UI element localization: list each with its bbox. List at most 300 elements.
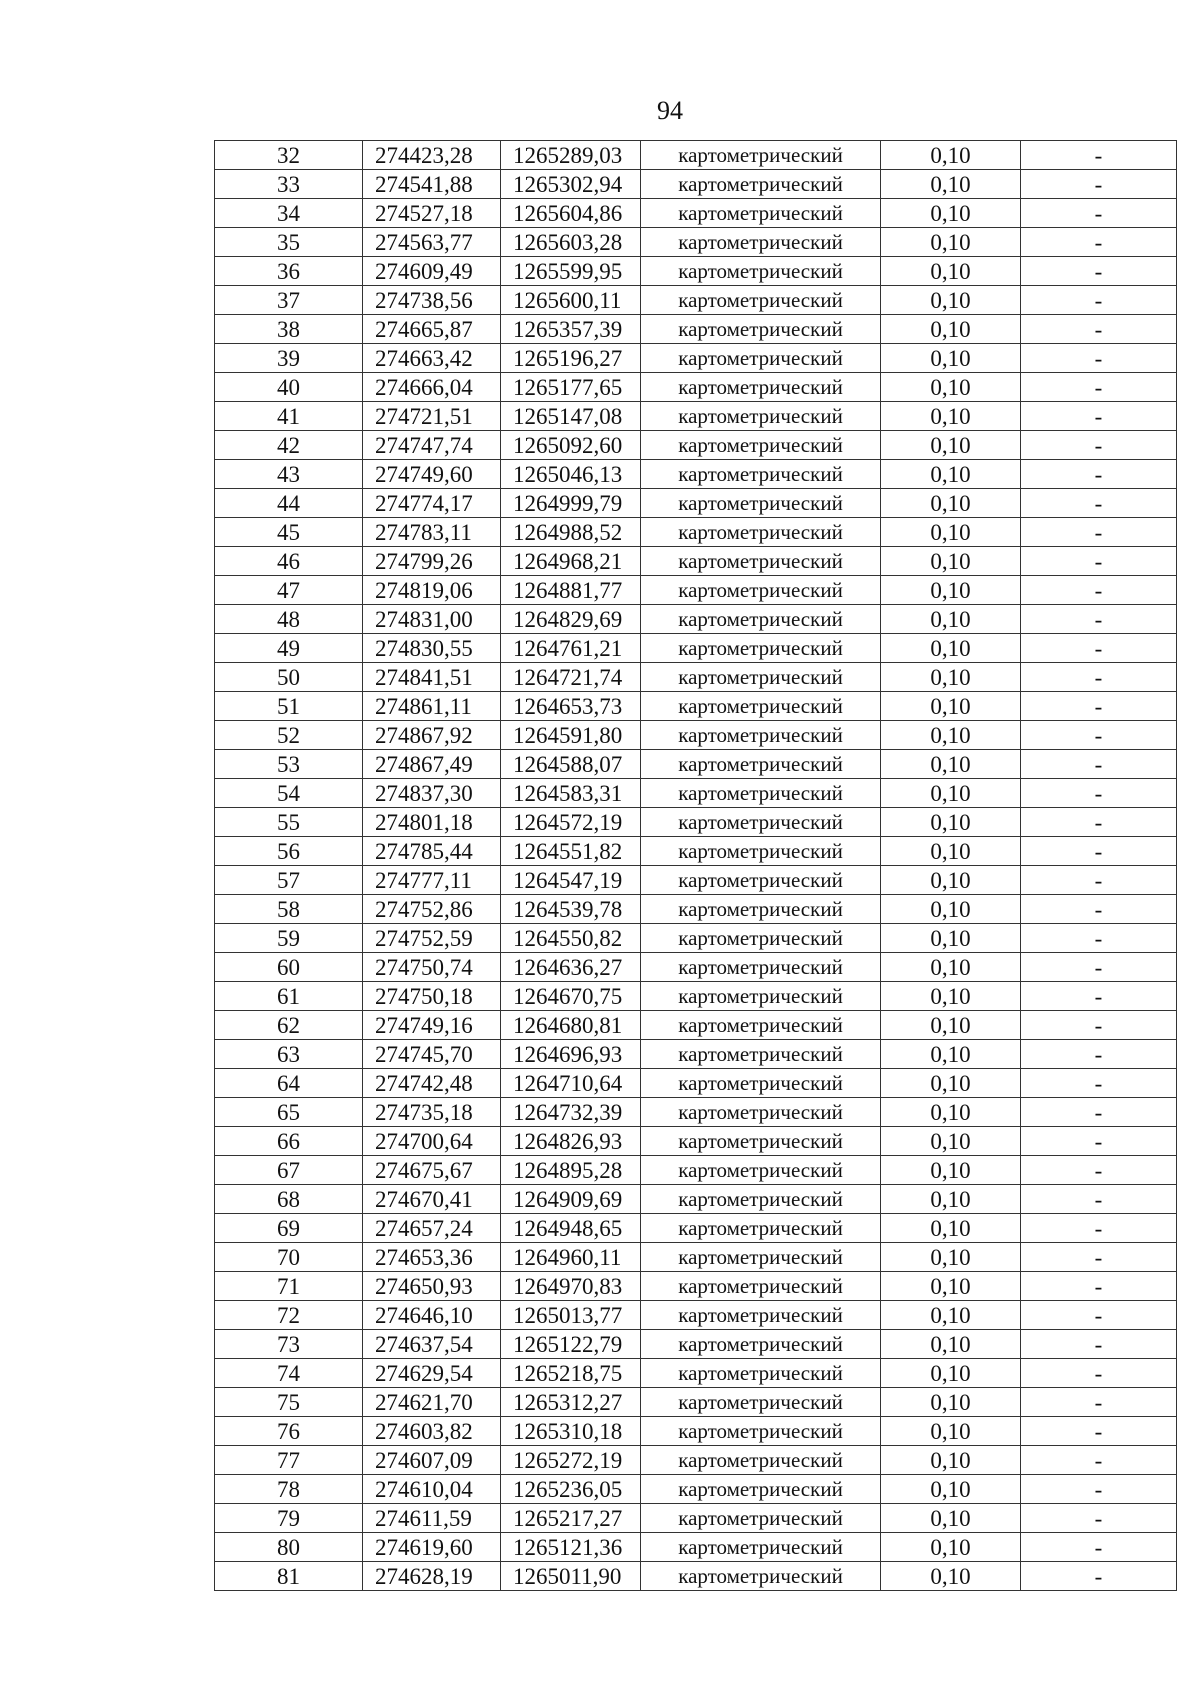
note-cell: - — [1021, 953, 1177, 982]
y-coordinate-cell: 1265121,36 — [501, 1533, 641, 1562]
note-cell: - — [1021, 663, 1177, 692]
table-row — [215, 489, 1177, 518]
y-coordinate-cell: 1264960,11 — [501, 1243, 641, 1272]
note-cell: - — [1021, 286, 1177, 315]
note-cell: - — [1021, 1446, 1177, 1475]
y-coordinate-cell: 1264761,21 — [501, 634, 641, 663]
accuracy-cell: 0,10 — [881, 315, 1021, 344]
accuracy-cell: 0,10 — [881, 1504, 1021, 1533]
note-cell: - — [1021, 750, 1177, 779]
y-coordinate-cell: 1265302,94 — [501, 170, 641, 199]
x-coordinate-cell: 274721,51 — [363, 402, 501, 431]
y-coordinate-cell: 1265046,13 — [501, 460, 641, 489]
point-number-cell: 44 — [215, 489, 363, 518]
accuracy-cell: 0,10 — [881, 257, 1021, 286]
accuracy-cell: 0,10 — [881, 1533, 1021, 1562]
method-cell: картометрический — [641, 228, 881, 257]
note-cell: - — [1021, 344, 1177, 373]
y-coordinate-cell: 1264696,93 — [501, 1040, 641, 1069]
accuracy-cell: 0,10 — [881, 1011, 1021, 1040]
note-cell: - — [1021, 1011, 1177, 1040]
note-cell: - — [1021, 1475, 1177, 1504]
y-coordinate-cell: 1264999,79 — [501, 489, 641, 518]
point-number-cell: 49 — [215, 634, 363, 663]
x-coordinate-cell: 274799,26 — [363, 547, 501, 576]
y-coordinate-cell: 1265122,79 — [501, 1330, 641, 1359]
note-cell: - — [1021, 837, 1177, 866]
method-cell: картометрический — [641, 1330, 881, 1359]
point-number-cell: 71 — [215, 1272, 363, 1301]
point-number-cell: 40 — [215, 373, 363, 402]
accuracy-cell: 0,10 — [881, 866, 1021, 895]
x-coordinate-cell: 274742,48 — [363, 1069, 501, 1098]
accuracy-cell: 0,10 — [881, 605, 1021, 634]
x-coordinate-cell: 274637,54 — [363, 1330, 501, 1359]
point-number-cell: 78 — [215, 1475, 363, 1504]
table-row — [215, 141, 1177, 170]
method-cell: картометрический — [641, 721, 881, 750]
x-coordinate-cell: 274610,04 — [363, 1475, 501, 1504]
accuracy-cell: 0,10 — [881, 837, 1021, 866]
x-coordinate-cell: 274670,41 — [363, 1185, 501, 1214]
note-cell: - — [1021, 692, 1177, 721]
point-number-cell: 69 — [215, 1214, 363, 1243]
note-cell: - — [1021, 257, 1177, 286]
method-cell: картометрический — [641, 257, 881, 286]
table-row — [215, 1359, 1177, 1388]
point-number-cell: 74 — [215, 1359, 363, 1388]
x-coordinate-cell: 274750,18 — [363, 982, 501, 1011]
accuracy-cell: 0,10 — [881, 1446, 1021, 1475]
x-coordinate-cell: 274830,55 — [363, 634, 501, 663]
x-coordinate-cell: 274831,00 — [363, 605, 501, 634]
y-coordinate-cell: 1264710,64 — [501, 1069, 641, 1098]
y-coordinate-cell: 1265310,18 — [501, 1417, 641, 1446]
table-row — [215, 1069, 1177, 1098]
y-coordinate-cell: 1264826,93 — [501, 1127, 641, 1156]
accuracy-cell: 0,10 — [881, 1156, 1021, 1185]
y-coordinate-cell: 1265177,65 — [501, 373, 641, 402]
note-cell: - — [1021, 866, 1177, 895]
y-coordinate-cell: 1264583,31 — [501, 779, 641, 808]
accuracy-cell: 0,10 — [881, 1040, 1021, 1069]
method-cell: картометрический — [641, 663, 881, 692]
point-number-cell: 36 — [215, 257, 363, 286]
note-cell: - — [1021, 1156, 1177, 1185]
method-cell: картометрический — [641, 344, 881, 373]
table-row — [215, 1243, 1177, 1272]
x-coordinate-cell: 274752,59 — [363, 924, 501, 953]
note-cell: - — [1021, 634, 1177, 663]
note-cell: - — [1021, 576, 1177, 605]
table-row — [215, 605, 1177, 634]
method-cell: картометрический — [641, 373, 881, 402]
table-row — [215, 373, 1177, 402]
table-row — [215, 1156, 1177, 1185]
table-row — [215, 634, 1177, 663]
point-number-cell: 39 — [215, 344, 363, 373]
x-coordinate-cell: 274700,64 — [363, 1127, 501, 1156]
table-row — [215, 1127, 1177, 1156]
accuracy-cell: 0,10 — [881, 1562, 1021, 1591]
table-row — [215, 286, 1177, 315]
accuracy-cell: 0,10 — [881, 1243, 1021, 1272]
note-cell: - — [1021, 199, 1177, 228]
x-coordinate-cell: 274841,51 — [363, 663, 501, 692]
method-cell: картометрический — [641, 1011, 881, 1040]
table-row — [215, 1533, 1177, 1562]
y-coordinate-cell: 1264636,27 — [501, 953, 641, 982]
x-coordinate-cell: 274738,56 — [363, 286, 501, 315]
x-coordinate-cell: 274747,74 — [363, 431, 501, 460]
table-row — [215, 1301, 1177, 1330]
method-cell: картометрический — [641, 866, 881, 895]
accuracy-cell: 0,10 — [881, 663, 1021, 692]
table-row — [215, 692, 1177, 721]
note-cell: - — [1021, 1562, 1177, 1591]
accuracy-cell: 0,10 — [881, 402, 1021, 431]
note-cell: - — [1021, 1533, 1177, 1562]
x-coordinate-cell: 274861,11 — [363, 692, 501, 721]
x-coordinate-cell: 274819,06 — [363, 576, 501, 605]
x-coordinate-cell: 274867,49 — [363, 750, 501, 779]
accuracy-cell: 0,10 — [881, 431, 1021, 460]
y-coordinate-cell: 1264948,65 — [501, 1214, 641, 1243]
accuracy-cell: 0,10 — [881, 1359, 1021, 1388]
note-cell: - — [1021, 779, 1177, 808]
accuracy-cell: 0,10 — [881, 1069, 1021, 1098]
y-coordinate-cell: 1265312,27 — [501, 1388, 641, 1417]
x-coordinate-cell: 274423,28 — [363, 141, 501, 170]
point-number-cell: 80 — [215, 1533, 363, 1562]
point-number-cell: 79 — [215, 1504, 363, 1533]
x-coordinate-cell: 274777,11 — [363, 866, 501, 895]
x-coordinate-cell: 274752,86 — [363, 895, 501, 924]
accuracy-cell: 0,10 — [881, 634, 1021, 663]
accuracy-cell: 0,10 — [881, 518, 1021, 547]
table-row — [215, 1098, 1177, 1127]
table-row — [215, 170, 1177, 199]
accuracy-cell: 0,10 — [881, 1330, 1021, 1359]
method-cell: картометрический — [641, 286, 881, 315]
point-number-cell: 47 — [215, 576, 363, 605]
note-cell: - — [1021, 518, 1177, 547]
point-number-cell: 59 — [215, 924, 363, 953]
y-coordinate-cell: 1265604,86 — [501, 199, 641, 228]
method-cell: картометрический — [641, 1272, 881, 1301]
y-coordinate-cell: 1264909,69 — [501, 1185, 641, 1214]
x-coordinate-cell: 274837,30 — [363, 779, 501, 808]
coordinates-table — [214, 140, 1177, 1591]
accuracy-cell: 0,10 — [881, 286, 1021, 315]
y-coordinate-cell: 1264970,83 — [501, 1272, 641, 1301]
accuracy-cell: 0,10 — [881, 373, 1021, 402]
accuracy-cell: 0,10 — [881, 692, 1021, 721]
method-cell: картометрический — [641, 1417, 881, 1446]
method-cell: картометрический — [641, 141, 881, 170]
method-cell: картометрический — [641, 779, 881, 808]
table-row — [215, 837, 1177, 866]
note-cell: - — [1021, 547, 1177, 576]
x-coordinate-cell: 274607,09 — [363, 1446, 501, 1475]
table-row — [215, 1011, 1177, 1040]
note-cell: - — [1021, 228, 1177, 257]
method-cell: картометрический — [641, 1301, 881, 1330]
y-coordinate-cell: 1264591,80 — [501, 721, 641, 750]
point-number-cell: 51 — [215, 692, 363, 721]
table-row — [215, 576, 1177, 605]
y-coordinate-cell: 1265357,39 — [501, 315, 641, 344]
point-number-cell: 64 — [215, 1069, 363, 1098]
method-cell: картометрический — [641, 460, 881, 489]
note-cell: - — [1021, 1214, 1177, 1243]
accuracy-cell: 0,10 — [881, 750, 1021, 779]
note-cell: - — [1021, 605, 1177, 634]
note-cell: - — [1021, 460, 1177, 489]
x-coordinate-cell: 274653,36 — [363, 1243, 501, 1272]
note-cell: - — [1021, 1272, 1177, 1301]
x-coordinate-cell: 274663,42 — [363, 344, 501, 373]
point-number-cell: 67 — [215, 1156, 363, 1185]
x-coordinate-cell: 274666,04 — [363, 373, 501, 402]
x-coordinate-cell: 274527,18 — [363, 199, 501, 228]
point-number-cell: 81 — [215, 1562, 363, 1591]
y-coordinate-cell: 1265599,95 — [501, 257, 641, 286]
point-number-cell: 55 — [215, 808, 363, 837]
table-row — [215, 866, 1177, 895]
note-cell: - — [1021, 808, 1177, 837]
method-cell: картометрический — [641, 605, 881, 634]
x-coordinate-cell: 274783,11 — [363, 518, 501, 547]
point-number-cell: 52 — [215, 721, 363, 750]
table-row — [215, 1214, 1177, 1243]
note-cell: - — [1021, 1185, 1177, 1214]
y-coordinate-cell: 1264653,73 — [501, 692, 641, 721]
point-number-cell: 54 — [215, 779, 363, 808]
method-cell: картометрический — [641, 634, 881, 663]
point-number-cell: 48 — [215, 605, 363, 634]
y-coordinate-cell: 1264539,78 — [501, 895, 641, 924]
table-row — [215, 344, 1177, 373]
note-cell: - — [1021, 315, 1177, 344]
method-cell: картометрический — [641, 489, 881, 518]
x-coordinate-cell: 274621,70 — [363, 1388, 501, 1417]
point-number-cell: 61 — [215, 982, 363, 1011]
y-coordinate-cell: 1264732,39 — [501, 1098, 641, 1127]
y-coordinate-cell: 1264968,21 — [501, 547, 641, 576]
point-number-cell: 76 — [215, 1417, 363, 1446]
x-coordinate-cell: 274611,59 — [363, 1504, 501, 1533]
table-row — [215, 663, 1177, 692]
point-number-cell: 72 — [215, 1301, 363, 1330]
point-number-cell: 75 — [215, 1388, 363, 1417]
y-coordinate-cell: 1265600,11 — [501, 286, 641, 315]
note-cell: - — [1021, 1127, 1177, 1156]
note-cell: - — [1021, 489, 1177, 518]
y-coordinate-cell: 1265013,77 — [501, 1301, 641, 1330]
accuracy-cell: 0,10 — [881, 924, 1021, 953]
y-coordinate-cell: 1264551,82 — [501, 837, 641, 866]
point-number-cell: 32 — [215, 141, 363, 170]
table-row — [215, 1446, 1177, 1475]
method-cell: картометрический — [641, 808, 881, 837]
method-cell: картометрический — [641, 1185, 881, 1214]
x-coordinate-cell: 274646,10 — [363, 1301, 501, 1330]
method-cell: картометрический — [641, 924, 881, 953]
note-cell: - — [1021, 1330, 1177, 1359]
method-cell: картометрический — [641, 1098, 881, 1127]
accuracy-cell: 0,10 — [881, 895, 1021, 924]
point-number-cell: 56 — [215, 837, 363, 866]
x-coordinate-cell: 274867,92 — [363, 721, 501, 750]
y-coordinate-cell: 1264588,07 — [501, 750, 641, 779]
method-cell: картометрический — [641, 1069, 881, 1098]
accuracy-cell: 0,10 — [881, 1185, 1021, 1214]
note-cell: - — [1021, 431, 1177, 460]
y-coordinate-cell: 1265236,05 — [501, 1475, 641, 1504]
method-cell: картометрический — [641, 1533, 881, 1562]
table-row — [215, 982, 1177, 1011]
method-cell: картометрический — [641, 1475, 881, 1504]
table-row — [215, 547, 1177, 576]
table-row — [215, 1388, 1177, 1417]
point-number-cell: 65 — [215, 1098, 363, 1127]
table-row — [215, 518, 1177, 547]
accuracy-cell: 0,10 — [881, 576, 1021, 605]
method-cell: картометрический — [641, 431, 881, 460]
method-cell: картометрический — [641, 692, 881, 721]
point-number-cell: 73 — [215, 1330, 363, 1359]
accuracy-cell: 0,10 — [881, 808, 1021, 837]
point-number-cell: 63 — [215, 1040, 363, 1069]
point-number-cell: 66 — [215, 1127, 363, 1156]
note-cell: - — [1021, 170, 1177, 199]
x-coordinate-cell: 274735,18 — [363, 1098, 501, 1127]
accuracy-cell: 0,10 — [881, 199, 1021, 228]
note-cell: - — [1021, 1098, 1177, 1127]
accuracy-cell: 0,10 — [881, 141, 1021, 170]
accuracy-cell: 0,10 — [881, 460, 1021, 489]
table-row — [215, 1562, 1177, 1591]
accuracy-cell: 0,10 — [881, 1417, 1021, 1446]
point-number-cell: 60 — [215, 953, 363, 982]
method-cell: картометрический — [641, 1504, 881, 1533]
y-coordinate-cell: 1265218,75 — [501, 1359, 641, 1388]
x-coordinate-cell: 274750,74 — [363, 953, 501, 982]
table-row — [215, 431, 1177, 460]
accuracy-cell: 0,10 — [881, 228, 1021, 257]
x-coordinate-cell: 274785,44 — [363, 837, 501, 866]
y-coordinate-cell: 1265092,60 — [501, 431, 641, 460]
accuracy-cell: 0,10 — [881, 547, 1021, 576]
x-coordinate-cell: 274801,18 — [363, 808, 501, 837]
y-coordinate-cell: 1264988,52 — [501, 518, 641, 547]
x-coordinate-cell: 274657,24 — [363, 1214, 501, 1243]
note-cell: - — [1021, 1301, 1177, 1330]
table-row — [215, 779, 1177, 808]
table-row — [215, 315, 1177, 344]
y-coordinate-cell: 1264670,75 — [501, 982, 641, 1011]
note-cell: - — [1021, 1388, 1177, 1417]
method-cell: картометрический — [641, 1156, 881, 1185]
accuracy-cell: 0,10 — [881, 1214, 1021, 1243]
y-coordinate-cell: 1265147,08 — [501, 402, 641, 431]
method-cell: картометрический — [641, 750, 881, 779]
method-cell: картометрический — [641, 1359, 881, 1388]
table-row — [215, 257, 1177, 286]
table-row — [215, 808, 1177, 837]
table-row — [215, 199, 1177, 228]
note-cell: - — [1021, 895, 1177, 924]
note-cell: - — [1021, 1069, 1177, 1098]
method-cell: картометрический — [641, 1214, 881, 1243]
point-number-cell: 37 — [215, 286, 363, 315]
accuracy-cell: 0,10 — [881, 779, 1021, 808]
point-number-cell: 46 — [215, 547, 363, 576]
accuracy-cell: 0,10 — [881, 721, 1021, 750]
method-cell: картометрический — [641, 1127, 881, 1156]
table-row — [215, 1040, 1177, 1069]
method-cell: картометрический — [641, 953, 881, 982]
x-coordinate-cell: 274675,67 — [363, 1156, 501, 1185]
y-coordinate-cell: 1264547,19 — [501, 866, 641, 895]
x-coordinate-cell: 274541,88 — [363, 170, 501, 199]
y-coordinate-cell: 1265011,90 — [501, 1562, 641, 1591]
point-number-cell: 38 — [215, 315, 363, 344]
point-number-cell: 68 — [215, 1185, 363, 1214]
note-cell: - — [1021, 1040, 1177, 1069]
accuracy-cell: 0,10 — [881, 344, 1021, 373]
note-cell: - — [1021, 373, 1177, 402]
table-row — [215, 228, 1177, 257]
point-number-cell: 77 — [215, 1446, 363, 1475]
table-row — [215, 1185, 1177, 1214]
x-coordinate-cell: 274619,60 — [363, 1533, 501, 1562]
y-coordinate-cell: 1264881,77 — [501, 576, 641, 605]
note-cell: - — [1021, 1243, 1177, 1272]
y-coordinate-cell: 1264550,82 — [501, 924, 641, 953]
y-coordinate-cell: 1264721,74 — [501, 663, 641, 692]
table-row — [215, 1330, 1177, 1359]
method-cell: картометрический — [641, 547, 881, 576]
method-cell: картометрический — [641, 576, 881, 605]
point-number-cell: 53 — [215, 750, 363, 779]
x-coordinate-cell: 274774,17 — [363, 489, 501, 518]
table-row — [215, 402, 1177, 431]
x-coordinate-cell: 274749,60 — [363, 460, 501, 489]
table-body — [215, 141, 1177, 1591]
page-number: 94 — [657, 96, 683, 125]
method-cell: картометрический — [641, 1446, 881, 1475]
note-cell: - — [1021, 721, 1177, 750]
accuracy-cell: 0,10 — [881, 1272, 1021, 1301]
accuracy-cell: 0,10 — [881, 1475, 1021, 1504]
y-coordinate-cell: 1265217,27 — [501, 1504, 641, 1533]
method-cell: картометрический — [641, 199, 881, 228]
y-coordinate-cell: 1265603,28 — [501, 228, 641, 257]
table-row — [215, 721, 1177, 750]
y-coordinate-cell: 1264572,19 — [501, 808, 641, 837]
note-cell: - — [1021, 1417, 1177, 1446]
note-cell: - — [1021, 402, 1177, 431]
point-number-cell: 42 — [215, 431, 363, 460]
table-row — [215, 1417, 1177, 1446]
y-coordinate-cell: 1265289,03 — [501, 141, 641, 170]
method-cell: картометрический — [641, 402, 881, 431]
table-row — [215, 460, 1177, 489]
x-coordinate-cell: 274749,16 — [363, 1011, 501, 1040]
note-cell: - — [1021, 1359, 1177, 1388]
